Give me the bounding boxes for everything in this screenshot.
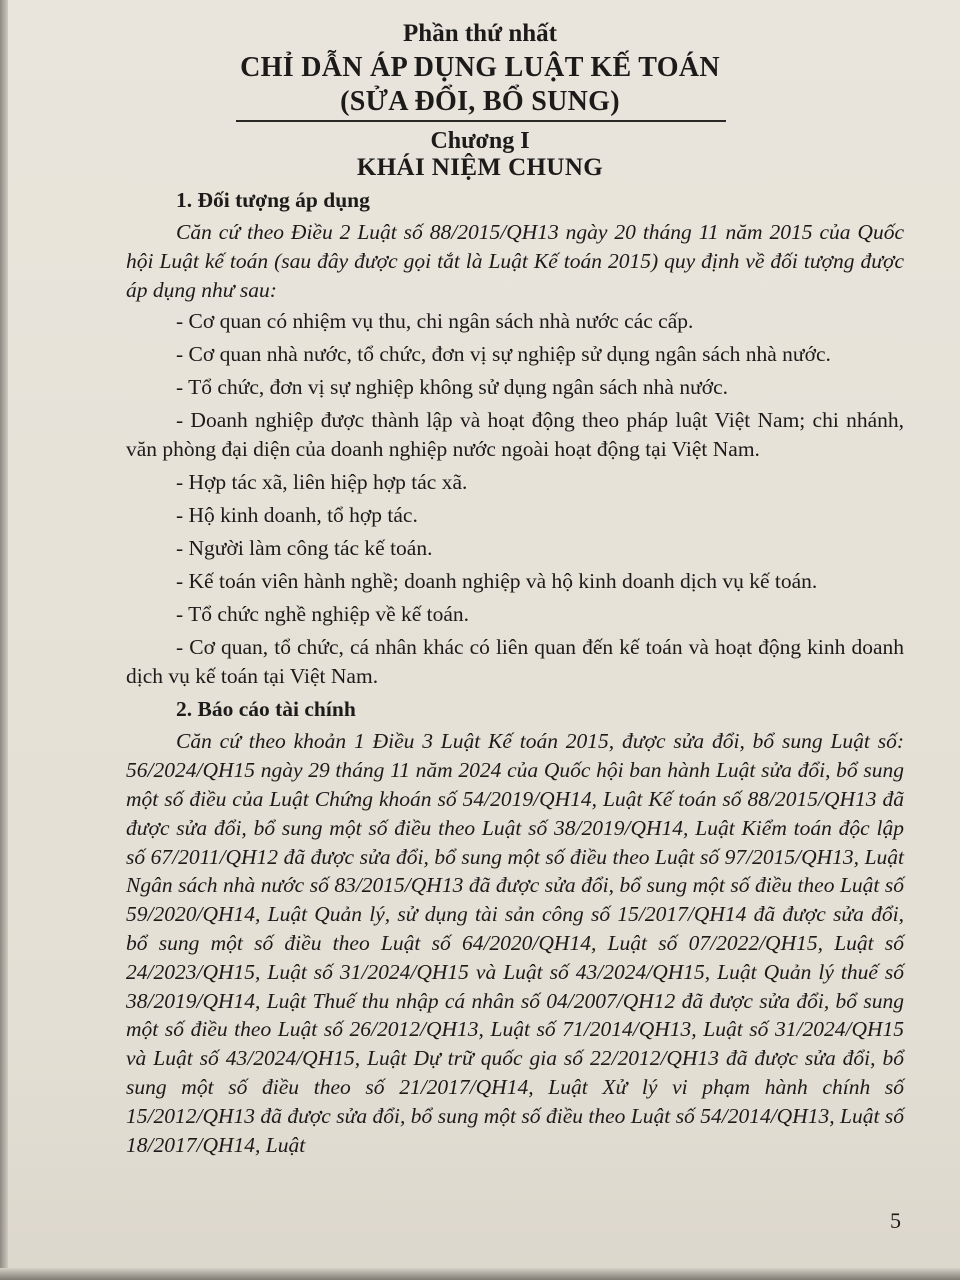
list-item: - Hộ kinh doanh, tổ hợp tác. <box>176 503 418 528</box>
section-2-heading: 2. Báo cáo tài chính <box>176 697 356 722</box>
list-item: - Cơ quan nhà nước, tổ chức, đơn vị sự nghiệp sử dụng ngân sách nhà nước. <box>176 342 831 367</box>
list-item: - Cơ quan, tổ chức, cá nhân khác có liên quan đến kế toán và hoạt động kinh doanh dịch vụ kế toán tại Việt Nam. <box>126 635 904 689</box>
section-1-intro: Căn cứ theo Điều 2 Luật số 88/2015/QH13 ngày 20 tháng 11 năm 2015 của Quốc hội Luật kế toán (sau đây được gọi tắt là Luật Kế toán 2015) quy định về đối tượng được áp dụng như sau: <box>126 220 904 302</box>
page-left-shadow <box>0 0 8 1280</box>
list-item: - Người làm công tác kế toán. <box>176 536 433 561</box>
page-body <box>126 186 904 1162</box>
section-2-paragraph: Căn cứ theo khoản 1 Điều 3 Luật Kế toán 2015, được sửa đổi, bổ sung Luật số: 56/2024/QH15 ngày 29 tháng 11 năm 2024 của Quốc hội ban hành Luật sửa đổi, bổ sung một số điều của Luật Chứng khoán số 54/2019/QH14, Luật Kế toán số 88/2015/QH13 đã được sửa đổi, bổ sung một số điều theo Luật số 38/2019/QH14, Luật Kiểm toán độc lập số 67/2011/QH12 đã được sửa đổi, bổ sung một số điều theo Luật số 97/2015/QH13, Luật Ngân sách nhà nước số 83/2015/QH13 đã được sửa đổi, bổ sung một số điều theo Luật số 59/2020/QH14, Luật Quản lý, sử dụng tài sản công số 15/2017/QH14 đã được sửa đổi, bổ sung một số điều theo Luật số 64/2020/QH14, Luật số 07/2022/QH15, Luật số 24/2023/QH15, Luật số 31/2024/QH15 và Luật số 43/2024/QH15, Luật Quản lý thuế số 38/2019/QH14, Luật Thuế thu nhập cá nhân số 04/2007/QH12 đã được sửa đổi, bổ sung một số điều theo Luật số 26/2012/QH13, Luật số 71/2014/QH13, Luật số 31/2024/QH15 và Luật số 43/2024/QH15, Luật Dự trữ quốc gia số 22/2012/QH13 đã được sửa đổi, bổ sung một số điều theo số 21/2017/QH14, Luật Xử lý vi phạm hành chính số 15/2012/QH13 đã được sửa đổi, bổ sung một số điều theo Luật số 54/2014/QH13, Luật số 18/2017/QH14, Luật <box>126 729 904 1157</box>
list-item: - Doanh nghiệp được thành lập và hoạt động theo pháp luật Việt Nam; chi nhánh, văn phòng đại diện của doanh nghiệp nước ngoài hoạt động tại Việt Nam. <box>126 408 904 462</box>
list-item: - Hợp tác xã, liên hiệp hợp tác xã. <box>176 470 468 495</box>
part-heading: Phần thứ nhất <box>403 20 557 47</box>
list-item: - Kế toán viên hành nghề; doanh nghiệp và hộ kinh doanh dịch vụ kế toán. <box>176 569 818 594</box>
section-1-list <box>126 307 904 691</box>
page-bottom-edge <box>0 1268 960 1280</box>
list-item: - Cơ quan có nhiệm vụ thu, chi ngân sách nhà nước các cấp. <box>176 309 694 334</box>
title-divider <box>236 120 726 122</box>
document-title: CHỈ DẪN ÁP DỤNG LUẬT KẾ TOÁN <box>240 52 720 83</box>
chapter-heading: Chương I <box>430 128 530 154</box>
document-subtitle: (SỬA ĐỔI, BỔ SUNG) <box>340 86 620 117</box>
page-number: 5 <box>890 1208 901 1233</box>
list-item: - Tổ chức, đơn vị sự nghiệp không sử dụng ngân sách nhà nước. <box>176 375 729 400</box>
list-item: - Tổ chức nghề nghiệp về kế toán. <box>176 602 470 627</box>
chapter-title: KHÁI NIỆM CHUNG <box>356 154 604 181</box>
section-1-heading: 1. Đối tượng áp dụng <box>176 188 370 212</box>
